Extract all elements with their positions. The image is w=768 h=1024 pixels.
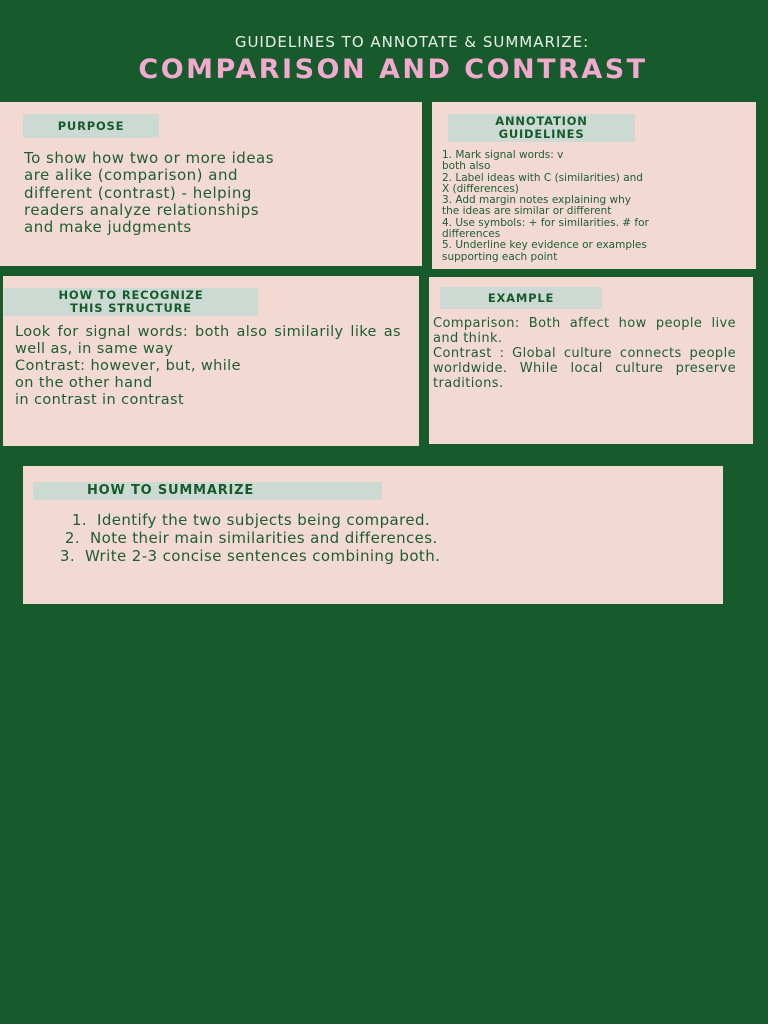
summary-item-text: Note their main similarities and differences. bbox=[90, 529, 438, 547]
recognize-text: Look for signal words: both also similarily like as well as, in same way Contrast: however, but, while on the other hand in contrast in contrast bbox=[15, 324, 401, 408]
example-card bbox=[429, 277, 753, 444]
annotation-label: ANNOTATION GUIDELINES bbox=[448, 114, 635, 142]
annotation-list bbox=[442, 150, 754, 263]
page-title: COMPARISON AND CONTRAST bbox=[138, 54, 648, 85]
summarize-list bbox=[47, 511, 707, 565]
purpose-label: PURPOSE bbox=[23, 114, 159, 138]
annotation-item: 2. Label ideas with C (similarities) and X (differences) bbox=[442, 171, 643, 195]
annotation-item: 5. Underline key evidence or examples supporting each point bbox=[442, 239, 647, 263]
summary-item-text: Identify the two subjects being compared. bbox=[97, 511, 431, 529]
summarize-card bbox=[23, 466, 723, 604]
recognize-card bbox=[3, 276, 419, 446]
summary-item bbox=[47, 511, 707, 529]
annotation-item: 1. Mark signal words: v both also bbox=[442, 149, 564, 173]
purpose-card bbox=[0, 102, 422, 266]
purpose-text: To show how two or more ideas are alike (comparison) and different (contrast) - helping readers analyze relationships and make judgments bbox=[24, 149, 275, 237]
summary-item-number: 2. bbox=[64, 529, 80, 547]
page-subtitle: GUIDELINES TO ANNOTATE & SUMMARIZE: bbox=[234, 33, 590, 51]
summary-item-number: 1. bbox=[71, 511, 87, 529]
annotation-card bbox=[432, 102, 756, 269]
summary-item-number: 3. bbox=[59, 547, 75, 565]
example-text: Comparison: Both affect how people live and think. Contrast : Global culture connects people worldwide. While local culture preserve traditions. bbox=[433, 316, 736, 391]
summary-item bbox=[47, 529, 707, 547]
summarize-label: HOW TO SUMMARIZE bbox=[33, 482, 382, 500]
example-label: EXAMPLE bbox=[440, 287, 602, 309]
summary-item bbox=[47, 547, 707, 565]
recognize-label: HOW TO RECOGNIZE THIS STRUCTURE bbox=[4, 288, 258, 316]
annotation-item: 3. Add margin notes explaining why the ideas are similar or different bbox=[442, 194, 631, 218]
summary-item-text: Write 2-3 concise sentences combining both. bbox=[85, 547, 441, 565]
annotation-item: 4. Use symbols: + for similarities. # for differences bbox=[442, 216, 649, 241]
